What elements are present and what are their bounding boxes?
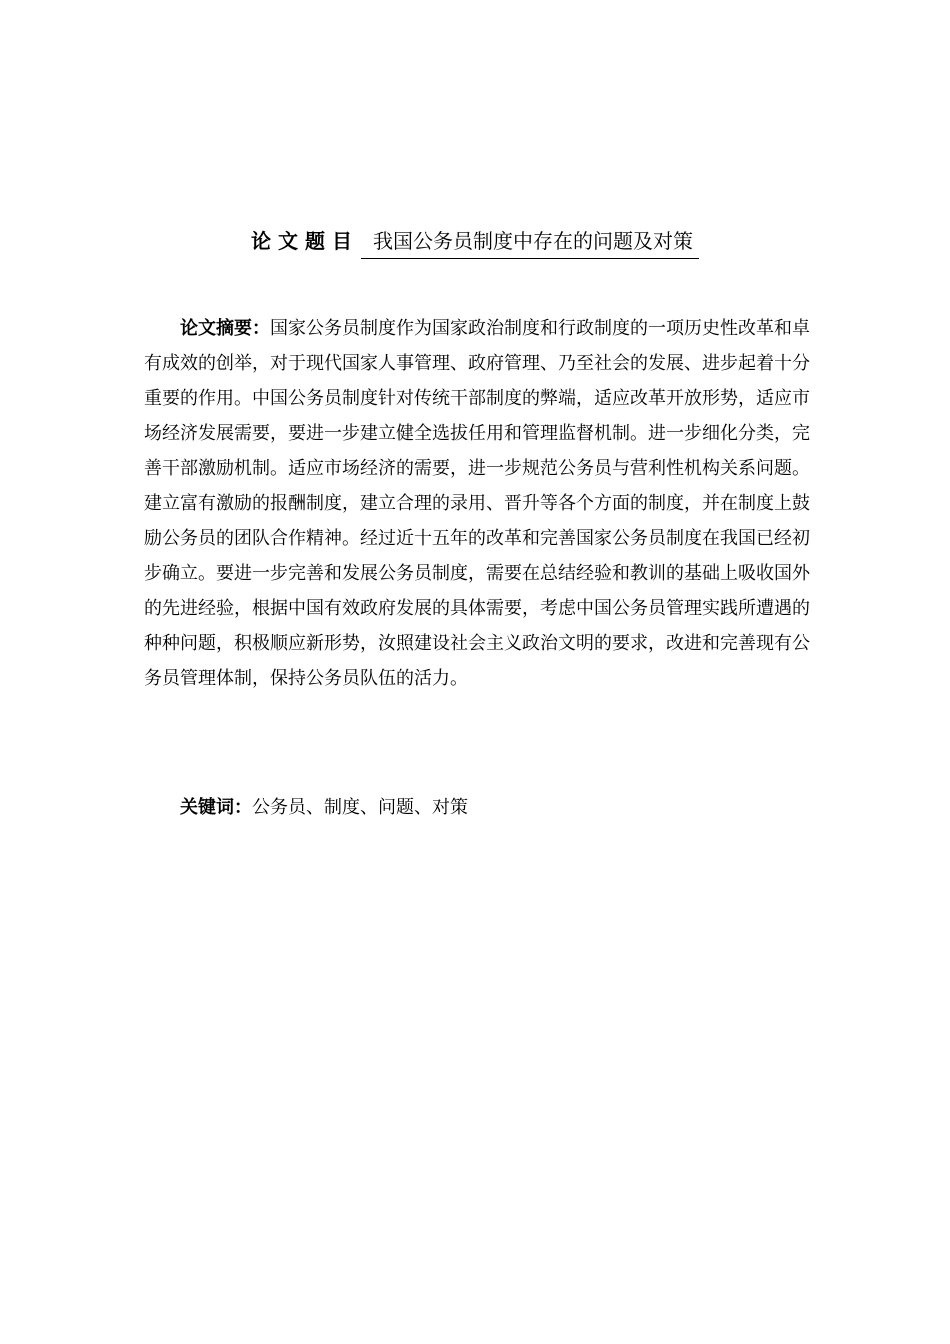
keywords-label: 关键词： bbox=[180, 797, 252, 818]
abstract-paragraph bbox=[144, 311, 810, 696]
keywords-line bbox=[180, 790, 800, 825]
abstract-text: 国家公务员制度作为国家政治制度和行政制度的一项历史性改革和卓有成效的创举，对于现代国家人事管理、政府管理、乃至社会的发展、进步起着十分重要的作用。中国公务员制度针对传统干部制度的弊端，适应改革开放形势，适应市场经济发展需要，要进一步建立健全选拔任用和管理监督机制。进一步细化分类，完善干部激励机制。适应市场经济的需要，进一步规范公务员与营利性机构关系问题。建立富有激励的报酬制度，建立合理的录用、晋升等各个方面的制度，并在制度上鼓励公务员的团队合作精神。经过近十五年的改革和完善国家公务员制度在我国已经初步确立。要进一步完善和发展公务员制度，需要在总结经验和教训的基础上吸收国外的先进经验，根据中国有效政府发展的具体需要，考虑中国公务员管理实践所遭遇的种种问题，积极顺应新形势，汝照建设社会主义政治文明的要求，改进和完善现有公务员管理体制，保持公务员队伍的活力。 bbox=[144, 318, 810, 689]
thesis-title-value: 我国公务员制度中存在的问题及对策 bbox=[361, 226, 699, 259]
abstract-label: 论文摘要： bbox=[180, 318, 270, 339]
thesis-title-label: 论文题目 bbox=[251, 229, 359, 253]
keywords-text: 公务员、制度、问题、对策 bbox=[252, 797, 468, 818]
thesis-title-line bbox=[0, 226, 950, 259]
